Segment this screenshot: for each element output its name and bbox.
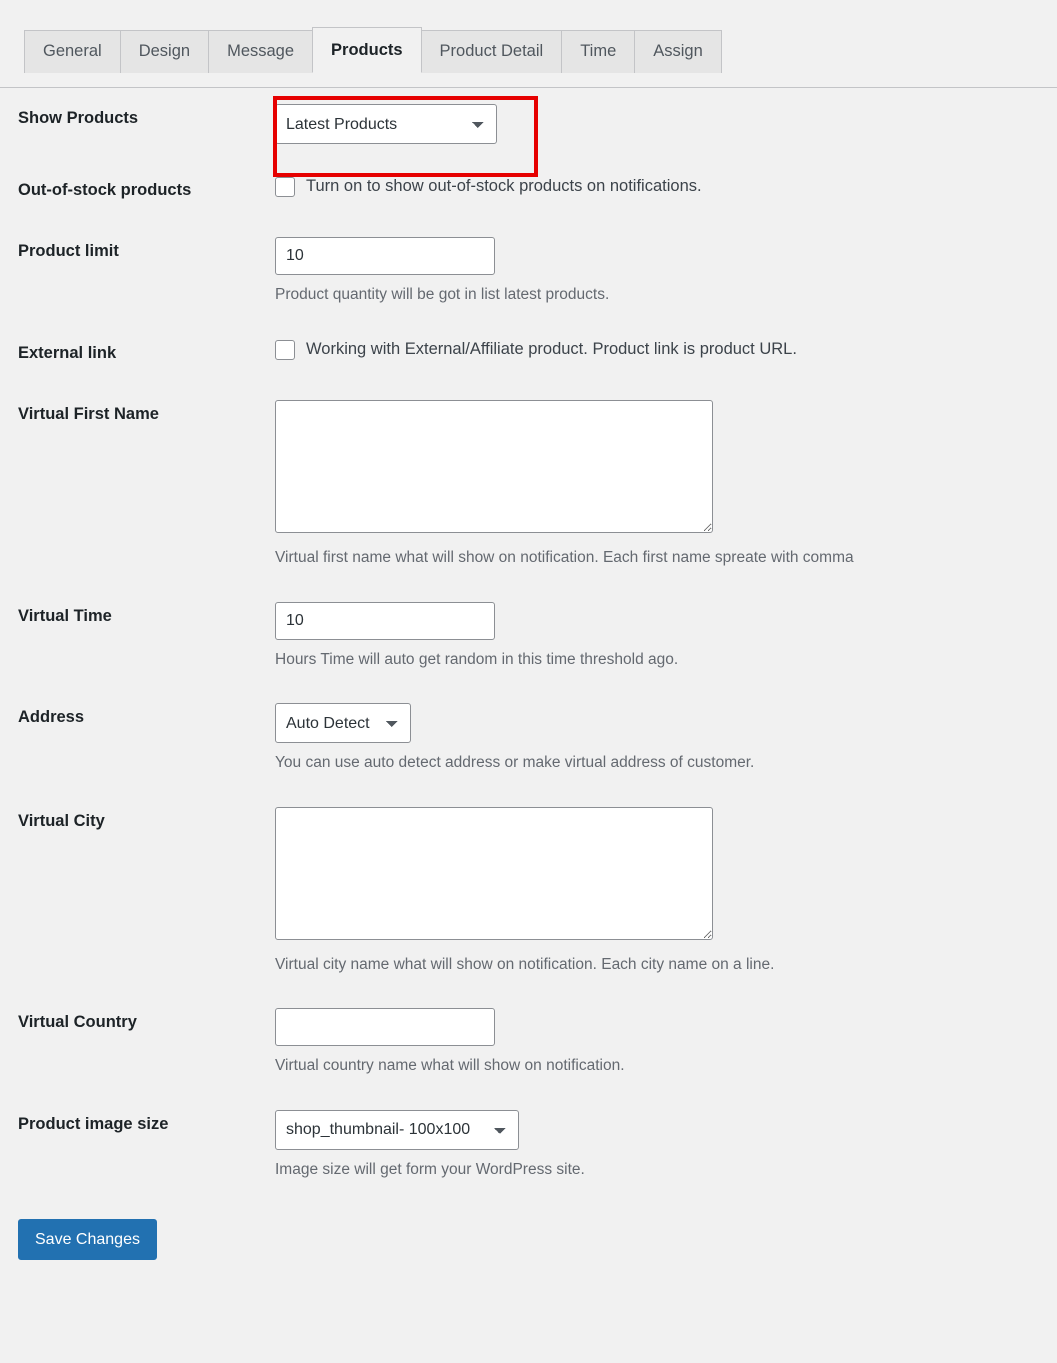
virtual-first-name-textarea[interactable] bbox=[275, 400, 713, 533]
tab-design[interactable]: Design bbox=[120, 30, 209, 73]
product-image-size-description: Image size will get form your WordPress site. bbox=[275, 1160, 585, 1178]
row-product-limit bbox=[0, 221, 1057, 322]
virtual-time-description: Hours Time will auto get random in this time threshold ago. bbox=[275, 650, 679, 668]
label-external-link: External link bbox=[18, 343, 117, 362]
label-virtual-country: Virtual Country bbox=[18, 1013, 137, 1032]
tab-products[interactable]: Products bbox=[312, 27, 422, 73]
label-product-limit: Product limit bbox=[18, 242, 119, 261]
show-products-select[interactable] bbox=[275, 104, 497, 144]
tab-time[interactable]: Time bbox=[561, 30, 635, 73]
row-show-products bbox=[0, 88, 1057, 160]
out-of-stock-checkbox[interactable] bbox=[275, 177, 295, 197]
row-virtual-time bbox=[0, 586, 1057, 687]
virtual-first-name-description: Virtual first name what will show on notification. Each first name spreate with comma bbox=[275, 549, 854, 567]
product-limit-input[interactable] bbox=[275, 237, 495, 275]
row-address bbox=[0, 687, 1057, 790]
save-area bbox=[0, 1197, 1057, 1290]
virtual-city-textarea[interactable] bbox=[275, 807, 713, 940]
row-product-image-size bbox=[0, 1094, 1057, 1197]
virtual-country-description: Virtual country name what will show on notification. bbox=[275, 1057, 625, 1075]
address-description: You can use auto detect address or make virtual address of customer. bbox=[275, 754, 755, 772]
label-show-products: Show Products bbox=[18, 109, 139, 127]
tab-bar bbox=[0, 0, 1057, 88]
label-virtual-time: Virtual Time bbox=[18, 606, 112, 625]
tab-message[interactable]: Message bbox=[208, 30, 313, 73]
virtual-time-input[interactable] bbox=[275, 602, 495, 640]
label-virtual-city: Virtual City bbox=[18, 811, 105, 830]
settings-form bbox=[0, 88, 1057, 1197]
row-out-of-stock bbox=[0, 160, 1057, 221]
row-virtual-city bbox=[0, 791, 1057, 992]
out-of-stock-checkbox-label: Turn on to show out-of-stock products on notifications. bbox=[306, 177, 702, 195]
virtual-city-description: Virtual city name what will show on notification. Each city name on a line. bbox=[275, 955, 775, 973]
label-address: Address bbox=[18, 708, 85, 727]
tab-product-detail[interactable]: Product Detail bbox=[421, 30, 563, 73]
label-virtual-first-name: Virtual First Name bbox=[18, 405, 159, 424]
external-link-checkbox[interactable] bbox=[275, 340, 295, 360]
virtual-country-input[interactable] bbox=[275, 1008, 495, 1046]
save-changes-button[interactable]: Save Changes bbox=[18, 1219, 157, 1260]
tab-general[interactable]: General bbox=[24, 30, 121, 73]
product-image-size-select[interactable] bbox=[275, 1110, 519, 1150]
tab-assign[interactable]: Assign bbox=[634, 30, 722, 73]
label-out-of-stock: Out-of-stock products bbox=[18, 181, 192, 199]
external-link-checkbox-label: Working with External/Affiliate product. Product link is product URL. bbox=[306, 339, 797, 358]
row-virtual-first-name bbox=[0, 384, 1057, 585]
row-virtual-country bbox=[0, 992, 1057, 1093]
product-limit-description: Product quantity will be got in list latest products. bbox=[275, 286, 610, 304]
label-product-image-size: Product image size bbox=[18, 1114, 169, 1133]
address-select[interactable] bbox=[275, 703, 411, 743]
row-external-link bbox=[0, 323, 1057, 384]
